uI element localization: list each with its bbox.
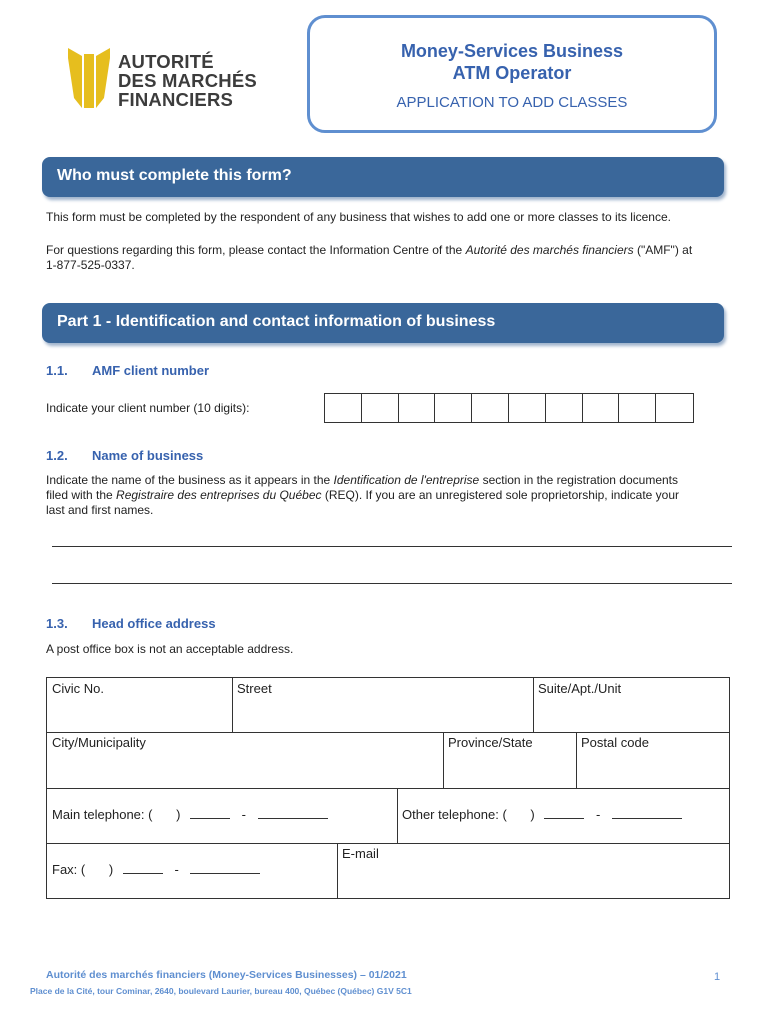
fax-field[interactable]: Fax: ( ) - [47, 859, 337, 877]
suite-field[interactable]: Suite/Apt./Unit [538, 681, 622, 696]
address-grid [46, 677, 730, 899]
footer-title: Autorité des marchés financiers (Money-Services Businesses) – 01/2021 [46, 969, 407, 981]
email-field[interactable]: E-mail [342, 846, 379, 861]
form-title-line1: Money-Services Business [400, 41, 624, 61]
who-paragraph-2: For questions regarding this form, please contact the Information Centre of the Autorité des marchés financiers ("AMF") at 1-877-525-0337. [46, 243, 693, 272]
digit-box[interactable] [546, 394, 583, 422]
province-field[interactable]: Province/State [448, 735, 533, 750]
digit-box[interactable] [325, 394, 362, 422]
form-subtitle: APPLICATION TO ADD CLASSES [396, 94, 628, 111]
subsection-1-1-heading: 1.1. AMF client number [46, 363, 210, 378]
subsection-1-2-heading: 1.2. Name of business [46, 448, 204, 463]
section-who-heading: Who must complete this form? [42, 157, 724, 197]
business-name-line-1[interactable] [52, 546, 732, 547]
business-name-instructions: Indicate the name of the business as it appears in the Identification de l'entreprise section in the registration documents filed with the Registraire des entreprises du Québec (REQ). If you are an unregistered sole proprietorship, indicate your last and first names. [46, 473, 680, 517]
logo-text: AUTORITÉ DES MARCHÉS FINANCIERS [118, 51, 257, 110]
subsection-1-3-heading: 1.3. Head office address [46, 616, 216, 631]
civic-number-field[interactable]: Civic No. [52, 681, 105, 696]
street-field[interactable]: Street [237, 681, 272, 696]
form-title-box [307, 15, 717, 133]
digit-box[interactable] [399, 394, 436, 422]
amf-logo-icon [66, 46, 112, 110]
form-title-line2: ATM Operator [452, 63, 572, 83]
section-part1-heading: Part 1 - Identification and contact information of business [42, 303, 724, 343]
digit-box[interactable] [656, 394, 693, 422]
digit-box[interactable] [472, 394, 509, 422]
amf-logo [66, 46, 266, 116]
footer-address: Place de la Cité, tour Cominar, 2640, boulevard Laurier, bureau 400, Québec (Québec) G1V 5C1 [30, 986, 412, 996]
who-paragraph-1: This form must be completed by the respondent of any business that wishes to add one or more classes to its licence. [46, 210, 671, 224]
digit-box[interactable] [619, 394, 656, 422]
business-name-line-2[interactable] [52, 583, 732, 584]
main-telephone-field[interactable]: Main telephone: ( ) - [47, 804, 397, 822]
digit-box[interactable] [362, 394, 399, 422]
postal-code-field[interactable]: Postal code [581, 735, 649, 750]
digit-box[interactable] [583, 394, 620, 422]
page-number: 1 [714, 971, 721, 983]
po-box-note: A post office box is not an acceptable address. [46, 642, 294, 656]
digit-box[interactable] [435, 394, 472, 422]
client-number-label: Indicate your client number (10 digits): [46, 401, 250, 415]
other-telephone-field[interactable]: Other telephone: ( ) - [397, 804, 729, 822]
digit-box[interactable] [509, 394, 546, 422]
client-number-input[interactable] [324, 393, 694, 423]
city-field[interactable]: City/Municipality [52, 735, 146, 750]
